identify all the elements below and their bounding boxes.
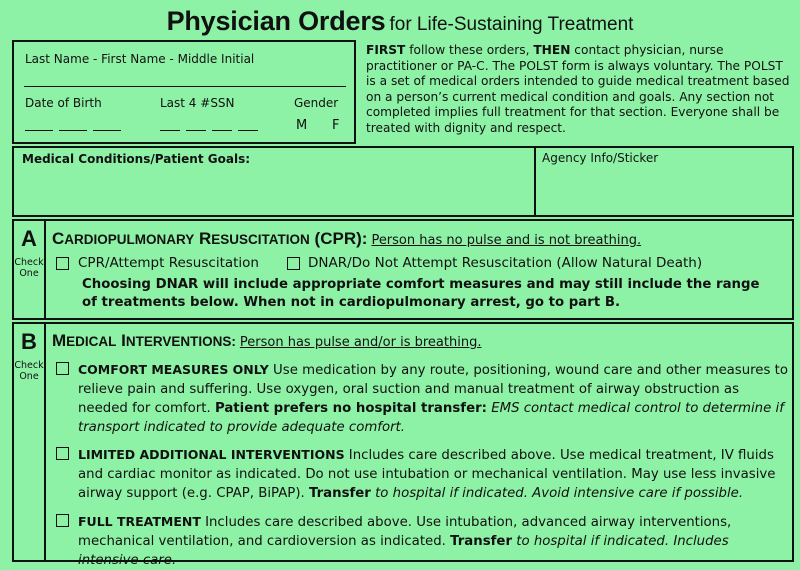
comfort-measures-checkbox[interactable]: [56, 362, 69, 375]
ssn-label: Last 4 #SSN: [160, 96, 235, 110]
gender-label: Gender: [294, 96, 339, 110]
limited-interventions-text: LIMITED ADDITIONAL INTERVENTIONS Includes care described above. Use medical treatment, IV fluids and cardiac monitor as indicated. Do not use intubation or mechanical ventilation. May use less invasive airway support (e.g. CPAP, BiPAP). Transfer to hospital if indicated. Avoid intensive care if possible.: [78, 447, 776, 501]
section-a-letter: A: [21, 226, 37, 251]
cpr-option-label: CPR/Attempt Resuscitation: [78, 255, 259, 271]
section-b-check-one: Check One: [14, 360, 44, 382]
full-treatment-text: FULL TREATMENT Includes care described above. Use intubation, advanced airway interventions, mechanical ventilation, and cardioversion as indicated. Transfer to hospital if indicated. Includes intensive care.: [78, 514, 732, 568]
dnar-checkbox[interactable]: [287, 257, 300, 270]
comfort-measures-text: COMFORT MEASURES ONLY Use medication by any route, positioning, wound care and other measures to relieve pain and suffering. Use oxygen, oral suction and manual treatment of airway obstruction as needed for comfort. Patient prefers no hospital transfer: EMS contact medical control to determine if transport indicated to provide adequate comfort.: [78, 362, 788, 435]
limited-interventions-checkbox[interactable]: [56, 447, 69, 460]
name-label: Last Name - First Name - Middle Initial: [25, 52, 255, 66]
section-a-note: Choosing DNAR will include appropriate comfort measures and may still include the range of treatments below. When not in cardiopulmonary arrest, go to part B.: [82, 277, 760, 310]
conditions-label: Medical Conditions/Patient Goals:: [22, 152, 251, 166]
section-b-letter-col: [12, 322, 46, 562]
gender-f-option[interactable]: F: [332, 118, 340, 133]
name-line[interactable]: [24, 86, 346, 87]
agency-label: Agency Info/Sticker: [542, 151, 659, 165]
form-title: [0, 6, 800, 37]
section-a-check-one: Check One: [14, 257, 44, 279]
dnar-option-label: DNAR/Do Not Attempt Resuscitation (Allow Natural Death): [308, 255, 703, 271]
title-main: Physician Orders: [166, 6, 386, 36]
intro-text: [366, 43, 791, 137]
section-b-subtitle: Person has pulse and/or is breathing.: [239, 335, 482, 350]
section-b-heading: MEDICAL INTERVENTIONS: Person has pulse and/or is breathing.: [52, 331, 482, 350]
section-b-letter: B: [21, 329, 37, 354]
intro-then: THEN: [533, 43, 571, 57]
intro-first: FIRST: [366, 43, 406, 57]
section-a-subtitle: Person has no pulse and is not breathing.: [371, 233, 642, 248]
full-treatment-checkbox[interactable]: [56, 514, 69, 527]
intro-text-2: contact physician, nurse practitioner or PA-C. The POLST form is always voluntary. The POLST is a set of medical orders intended to guide medical treatment based on a person’s current medical condition and goals. Any section not completed implies full treatment for that section. Everyone shall be treated with dignity and respect.: [366, 43, 790, 135]
intro-text-1: follow these orders,: [405, 43, 534, 57]
dob-label: Date of Birth: [25, 96, 102, 110]
gender-m-option[interactable]: M: [296, 118, 308, 133]
title-sub: for Life-Sustaining Treatment: [389, 14, 634, 35]
cpr-checkbox[interactable]: [56, 257, 69, 270]
section-a-heading: CARDIOPULMONARY RESUSCITATION (CPR): Person has no pulse and is not breathing.: [52, 229, 642, 248]
